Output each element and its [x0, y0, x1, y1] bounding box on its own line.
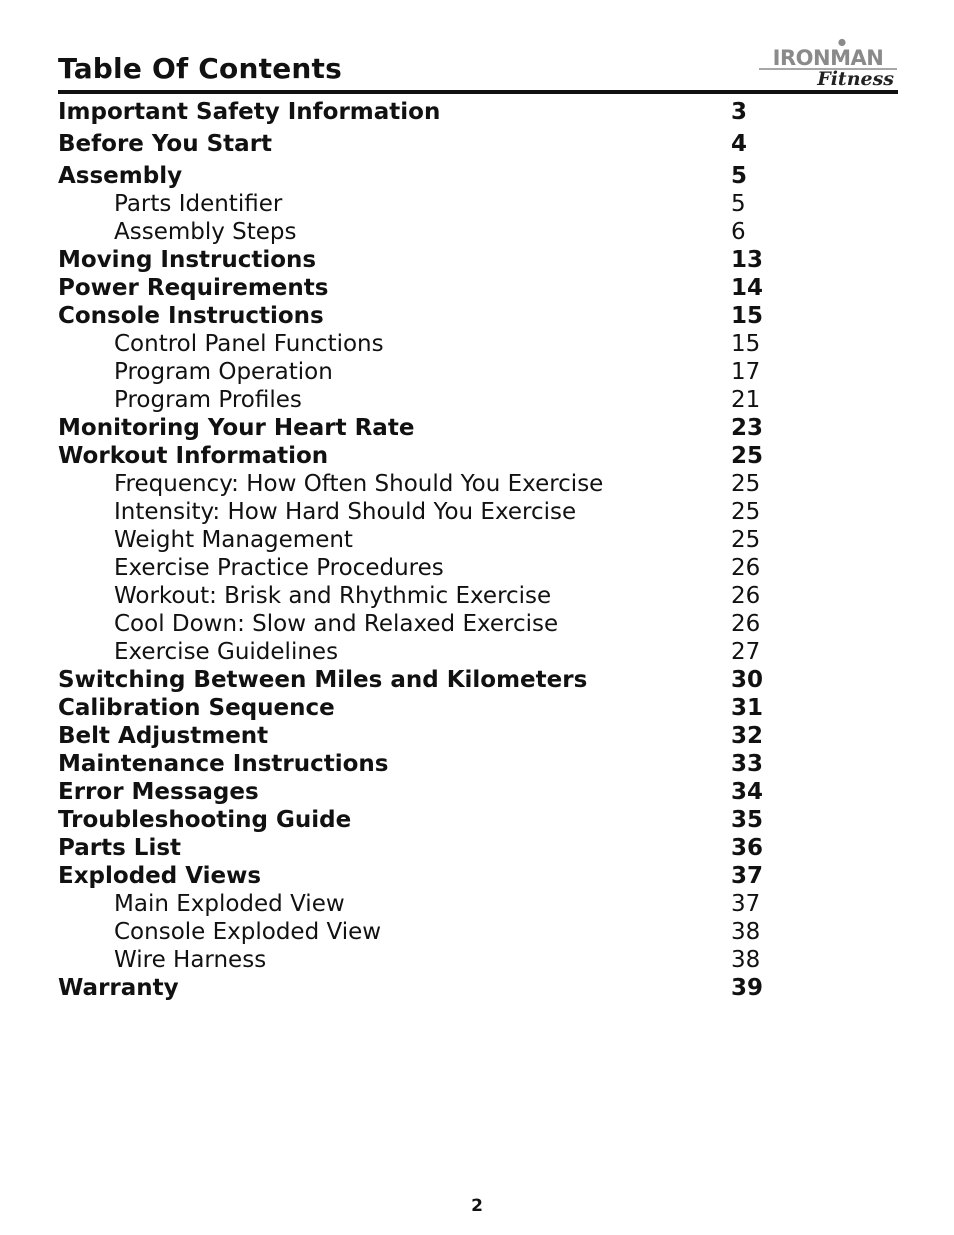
toc-entry-page: 17 [731, 359, 761, 385]
toc-entry-page: 26 [731, 583, 761, 609]
toc-entry-label: Wire Harness [114, 947, 267, 973]
toc-subentry [58, 554, 778, 582]
toc-subentry [58, 386, 778, 414]
toc-entry-label: Weight Management [114, 527, 353, 553]
toc-subentry [58, 890, 778, 918]
toc-subentry [58, 610, 778, 638]
toc-entry-page: 37 [731, 863, 764, 889]
toc-entry-page: 25 [731, 499, 761, 525]
toc-entry [58, 246, 778, 274]
toc-entry-page: 35 [731, 807, 764, 833]
toc-entry-page: 25 [731, 443, 764, 469]
toc-entry [58, 302, 778, 330]
table-of-contents [58, 98, 778, 1002]
toc-subentry [58, 918, 778, 946]
toc-entry-label: Before You Start [58, 131, 273, 157]
toc-entry-label: Main Exploded View [114, 891, 345, 917]
toc-entry-page: 23 [731, 415, 764, 441]
toc-entry-label: Calibration Sequence [58, 695, 335, 721]
toc-entry-label: Console Exploded View [114, 919, 382, 945]
toc-entry [58, 666, 778, 694]
toc-entry-label: Power Requirements [58, 275, 329, 301]
toc-entry-label: Belt Adjustment [58, 723, 269, 749]
toc-entry-label: Assembly Steps [114, 219, 297, 245]
toc-entry-page: 39 [731, 975, 764, 1001]
toc-entry [58, 162, 778, 190]
toc-entry-label: Program Profiles [114, 387, 302, 413]
toc-entry-label: Frequency: How Often Should You Exercise [114, 471, 604, 497]
toc-entry-label: Parts Identifier [114, 191, 283, 217]
toc-subentry [58, 526, 778, 554]
toc-entry-label: Intensity: How Hard Should You Exercise [114, 499, 577, 525]
toc-entry-label: Workout Information [58, 443, 329, 469]
toc-subentry [58, 218, 778, 246]
toc-entry-label: Assembly [58, 163, 183, 189]
toc-entry [58, 274, 778, 302]
toc-entry-label: Workout: Brisk and Rhythmic Exercise [114, 583, 552, 609]
toc-entry [58, 974, 778, 1002]
toc-entry-page: 26 [731, 611, 761, 637]
toc-entry-page: 33 [731, 751, 764, 777]
toc-entry [58, 414, 778, 442]
toc-entry [58, 442, 778, 470]
toc-entry-label: Parts List [58, 835, 182, 861]
toc-entry-page: 38 [731, 947, 761, 973]
header-rule [58, 90, 898, 94]
toc-entry-page: 26 [731, 555, 761, 581]
toc-entry-page: 5 [731, 191, 746, 217]
toc-entry-page: 3 [731, 99, 748, 125]
toc-entry-page: 13 [731, 247, 764, 273]
toc-entry-page: 15 [731, 303, 764, 329]
toc-subentry [58, 358, 778, 386]
toc-entry-label: Cool Down: Slow and Relaxed Exercise [114, 611, 559, 637]
toc-entry-label: Maintenance Instructions [58, 751, 389, 777]
logo-brand-text: IRONMAN [772, 46, 884, 70]
toc-entry-page: 14 [731, 275, 764, 301]
logo-script-text: Fitness [817, 68, 894, 90]
toc-entry [58, 778, 778, 806]
page-header [58, 38, 898, 94]
toc-entry [58, 862, 778, 890]
toc-entry-page: 38 [731, 919, 761, 945]
toc-entry-page: 32 [731, 723, 764, 749]
ironman-fitness-logo [758, 38, 898, 92]
toc-entry-label: Control Panel Functions [114, 331, 384, 357]
toc-entry-label: Exercise Guidelines [114, 639, 339, 665]
toc-entry-page: 6 [731, 219, 746, 245]
toc-entry-page: 21 [731, 387, 761, 413]
toc-entry [58, 722, 778, 750]
page-number: 2 [471, 1196, 483, 1216]
toc-entry [58, 130, 778, 158]
toc-subentry [58, 330, 778, 358]
toc-entry [58, 834, 778, 862]
toc-entry-label: Monitoring Your Heart Rate [58, 415, 415, 441]
toc-entry-label: Troubleshooting Guide [58, 807, 352, 833]
toc-entry [58, 806, 778, 834]
toc-entry-page: 4 [731, 131, 748, 157]
toc-entry-label: Important Safety Information [58, 99, 441, 125]
toc-entry-label: Exercise Practice Procedures [114, 555, 444, 581]
toc-entry-label: Error Messages [58, 779, 259, 805]
toc-entry-page: 34 [731, 779, 764, 805]
toc-entry-label: Program Operation [114, 359, 333, 385]
toc-entry-page: 36 [731, 835, 764, 861]
toc-entry-page: 15 [731, 331, 761, 357]
toc-entry-label: Exploded Views [58, 863, 262, 889]
toc-entry-page: 5 [731, 163, 748, 189]
toc-entry [58, 750, 778, 778]
toc-subentry [58, 946, 778, 974]
toc-subentry [58, 582, 778, 610]
toc-subentry [58, 470, 778, 498]
toc-subentry [58, 638, 778, 666]
toc-entry-page: 31 [731, 695, 764, 721]
toc-entry-label: Console Instructions [58, 303, 324, 329]
page-title: Table Of Contents [58, 52, 342, 85]
toc-entry-page: 25 [731, 471, 761, 497]
toc-entry [58, 694, 778, 722]
toc-entry-page: 25 [731, 527, 761, 553]
toc-entry-page: 37 [731, 891, 761, 917]
toc-entry-page: 30 [731, 667, 764, 693]
toc-subentry [58, 190, 778, 218]
toc-entry [58, 98, 778, 126]
toc-entry-label: Moving Instructions [58, 247, 317, 273]
toc-entry-page: 27 [731, 639, 761, 665]
toc-subentry [58, 498, 778, 526]
toc-entry-label: Switching Between Miles and Kilometers [58, 667, 588, 693]
toc-entry-label: Warranty [58, 975, 179, 1001]
